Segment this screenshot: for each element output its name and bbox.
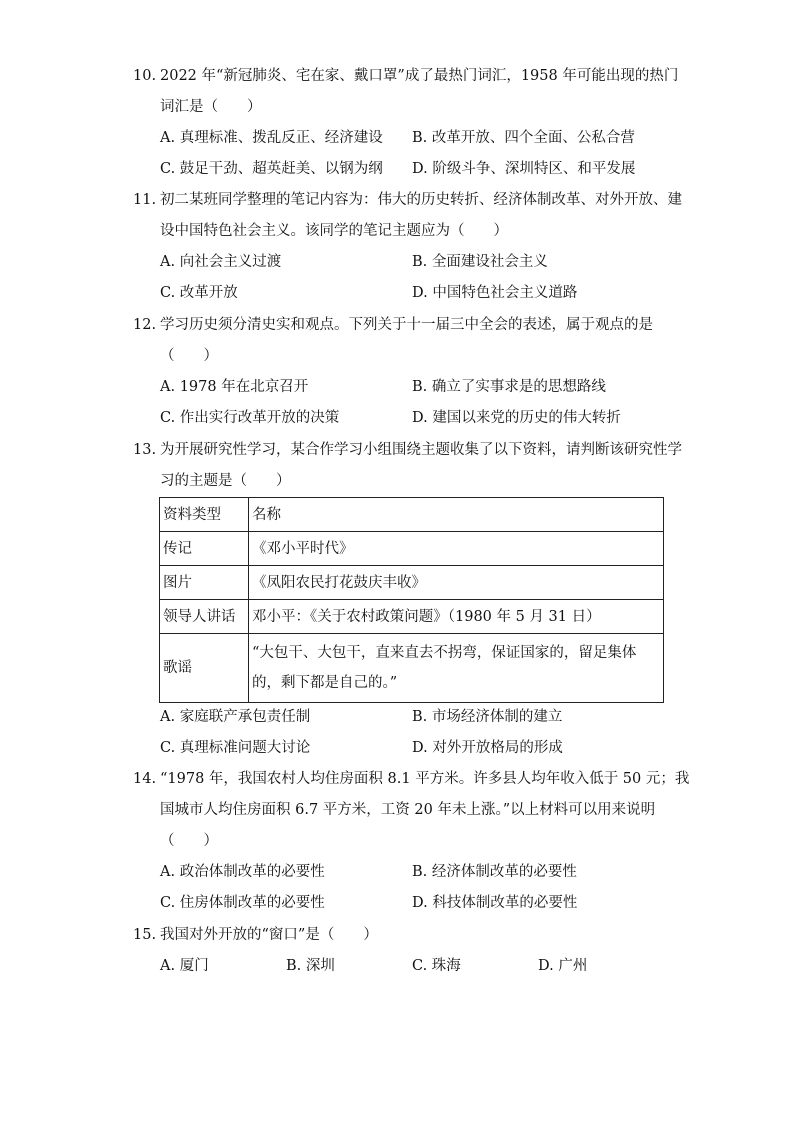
option-a: A. 政治体制改革的必要性 bbox=[160, 864, 325, 880]
table-header-cell: 资料类型 bbox=[160, 498, 249, 532]
option-c: C. 真理标准问题大讨论 bbox=[160, 740, 311, 756]
question-number: 11. bbox=[133, 192, 157, 208]
options-row bbox=[133, 403, 673, 434]
option-c: C. 作出实行改革开放的决策 bbox=[160, 410, 340, 426]
option-a: A. 厦门 bbox=[160, 958, 209, 974]
option-d: D. 广州 bbox=[538, 958, 588, 974]
options-row bbox=[133, 372, 673, 403]
question-stem-line: 设中国特色社会主义。该同学的笔记主题应为（ ） bbox=[160, 223, 508, 239]
options-row bbox=[133, 154, 673, 185]
question-stem-line: 2022 年“新冠肺炎、宅在家、戴口罩”成了最热门词汇，1958 年可能出现的热门 bbox=[160, 68, 679, 84]
options-row bbox=[133, 733, 673, 764]
table-cell: 歌谣 bbox=[160, 634, 249, 703]
option-d: D. 对外开放格局的形成 bbox=[412, 740, 563, 756]
option-b: B. 确立了实事求是的思想路线 bbox=[412, 379, 606, 395]
table-header-cell: 名称 bbox=[249, 498, 664, 532]
table-cell: 《凤阳农民打花鼓庆丰收》 bbox=[249, 566, 664, 600]
question-14 bbox=[133, 764, 690, 919]
source-material-table bbox=[159, 497, 664, 703]
question-12 bbox=[133, 310, 673, 434]
table-row bbox=[160, 566, 664, 600]
question-number: 15. bbox=[133, 927, 157, 943]
table-row bbox=[160, 600, 664, 634]
option-d: D. 中国特色社会主义道路 bbox=[412, 285, 578, 301]
question-stem-line: 我国对外开放的“窗口”是（ ） bbox=[160, 927, 378, 943]
table-cell: 传记 bbox=[160, 532, 249, 566]
table-cell: 领导人讲话 bbox=[160, 600, 249, 634]
question-10 bbox=[133, 61, 679, 185]
option-d: D. 建国以来党的历史的伟大转折 bbox=[412, 410, 621, 426]
options-row bbox=[133, 702, 673, 733]
question-11 bbox=[133, 185, 682, 309]
question-stem-line: “1978 年，我国农村人均住房面积 8.1 平方米。许多县人均年收入低于 50 元；我 bbox=[160, 771, 690, 787]
option-a: A. 真理标准、拨乱反正、经济建设 bbox=[160, 130, 383, 146]
question-15 bbox=[133, 920, 673, 982]
options-row bbox=[133, 278, 673, 309]
table-header-row bbox=[160, 498, 664, 532]
table-cell: 邓小平：《关于农村政策问题》（1980 年 5 月 31 日） bbox=[249, 600, 664, 634]
option-b: B. 经济体制改革的必要性 bbox=[412, 864, 577, 880]
question-stem-line: 习的主题是（ ） bbox=[160, 473, 291, 489]
option-b: B. 改革开放、四个全面、公私合营 bbox=[412, 130, 635, 146]
option-a: A. 向社会主义过渡 bbox=[160, 254, 282, 270]
option-a: A. 家庭联产承包责任制 bbox=[160, 709, 311, 725]
table-row bbox=[160, 532, 664, 566]
question-number: 12. bbox=[133, 317, 157, 333]
options-row bbox=[133, 857, 673, 888]
option-d: D. 阶级斗争、深圳特区、和平发展 bbox=[412, 161, 636, 177]
question-stem-line: （ ） bbox=[160, 348, 218, 364]
question-number: 14. bbox=[133, 771, 157, 787]
option-c: C. 改革开放 bbox=[160, 285, 238, 301]
option-c: C. 鼓足干劲、超英赶美、以钢为纲 bbox=[160, 161, 383, 177]
option-c: C. 珠海 bbox=[412, 958, 461, 974]
option-d: D. 科技体制改革的必要性 bbox=[412, 895, 578, 911]
question-stem-line: 词汇是（ ） bbox=[160, 99, 262, 115]
options-row bbox=[133, 888, 673, 919]
question-stem-line: 国城市人均住房面积 6.7 平方米，工资 20 年未上涨。”以上材料可以用来说明 bbox=[160, 802, 656, 818]
option-c: C. 住房体制改革的必要性 bbox=[160, 895, 325, 911]
option-b: B. 深圳 bbox=[286, 958, 335, 974]
question-number: 10. bbox=[133, 68, 157, 84]
table-cell: 《邓小平时代》 bbox=[249, 532, 664, 566]
option-b: B. 全面建设社会主义 bbox=[412, 254, 548, 270]
options-row bbox=[133, 247, 673, 278]
options-row bbox=[133, 123, 673, 154]
option-b: B. 市场经济体制的建立 bbox=[412, 709, 563, 725]
question-stem-line: 学习历史须分清史实和观点。下列关于十一届三中全会的表述，属于观点的是 bbox=[160, 317, 653, 333]
option-a: A. 1978 年在北京召开 bbox=[160, 379, 309, 395]
table-cell: “大包干、大包干，直来直去不拐弯，保证国家的，留足集体的，剩下都是自己的。” bbox=[249, 634, 664, 703]
question-13 bbox=[133, 435, 682, 497]
question-13-options bbox=[133, 702, 673, 764]
question-stem-line: （ ） bbox=[160, 833, 218, 849]
options-row bbox=[133, 951, 673, 982]
table-row bbox=[160, 634, 664, 703]
question-stem-line: 初二某班同学整理的笔记内容为：伟大的历史转折、经济体制改革、对外开放、建 bbox=[160, 192, 682, 208]
question-stem-line: 为开展研究性学习，某合作学习小组围绕主题收集了以下资料，请判断该研究性学 bbox=[160, 442, 682, 458]
table-cell: 图片 bbox=[160, 566, 249, 600]
question-number: 13. bbox=[133, 442, 157, 458]
